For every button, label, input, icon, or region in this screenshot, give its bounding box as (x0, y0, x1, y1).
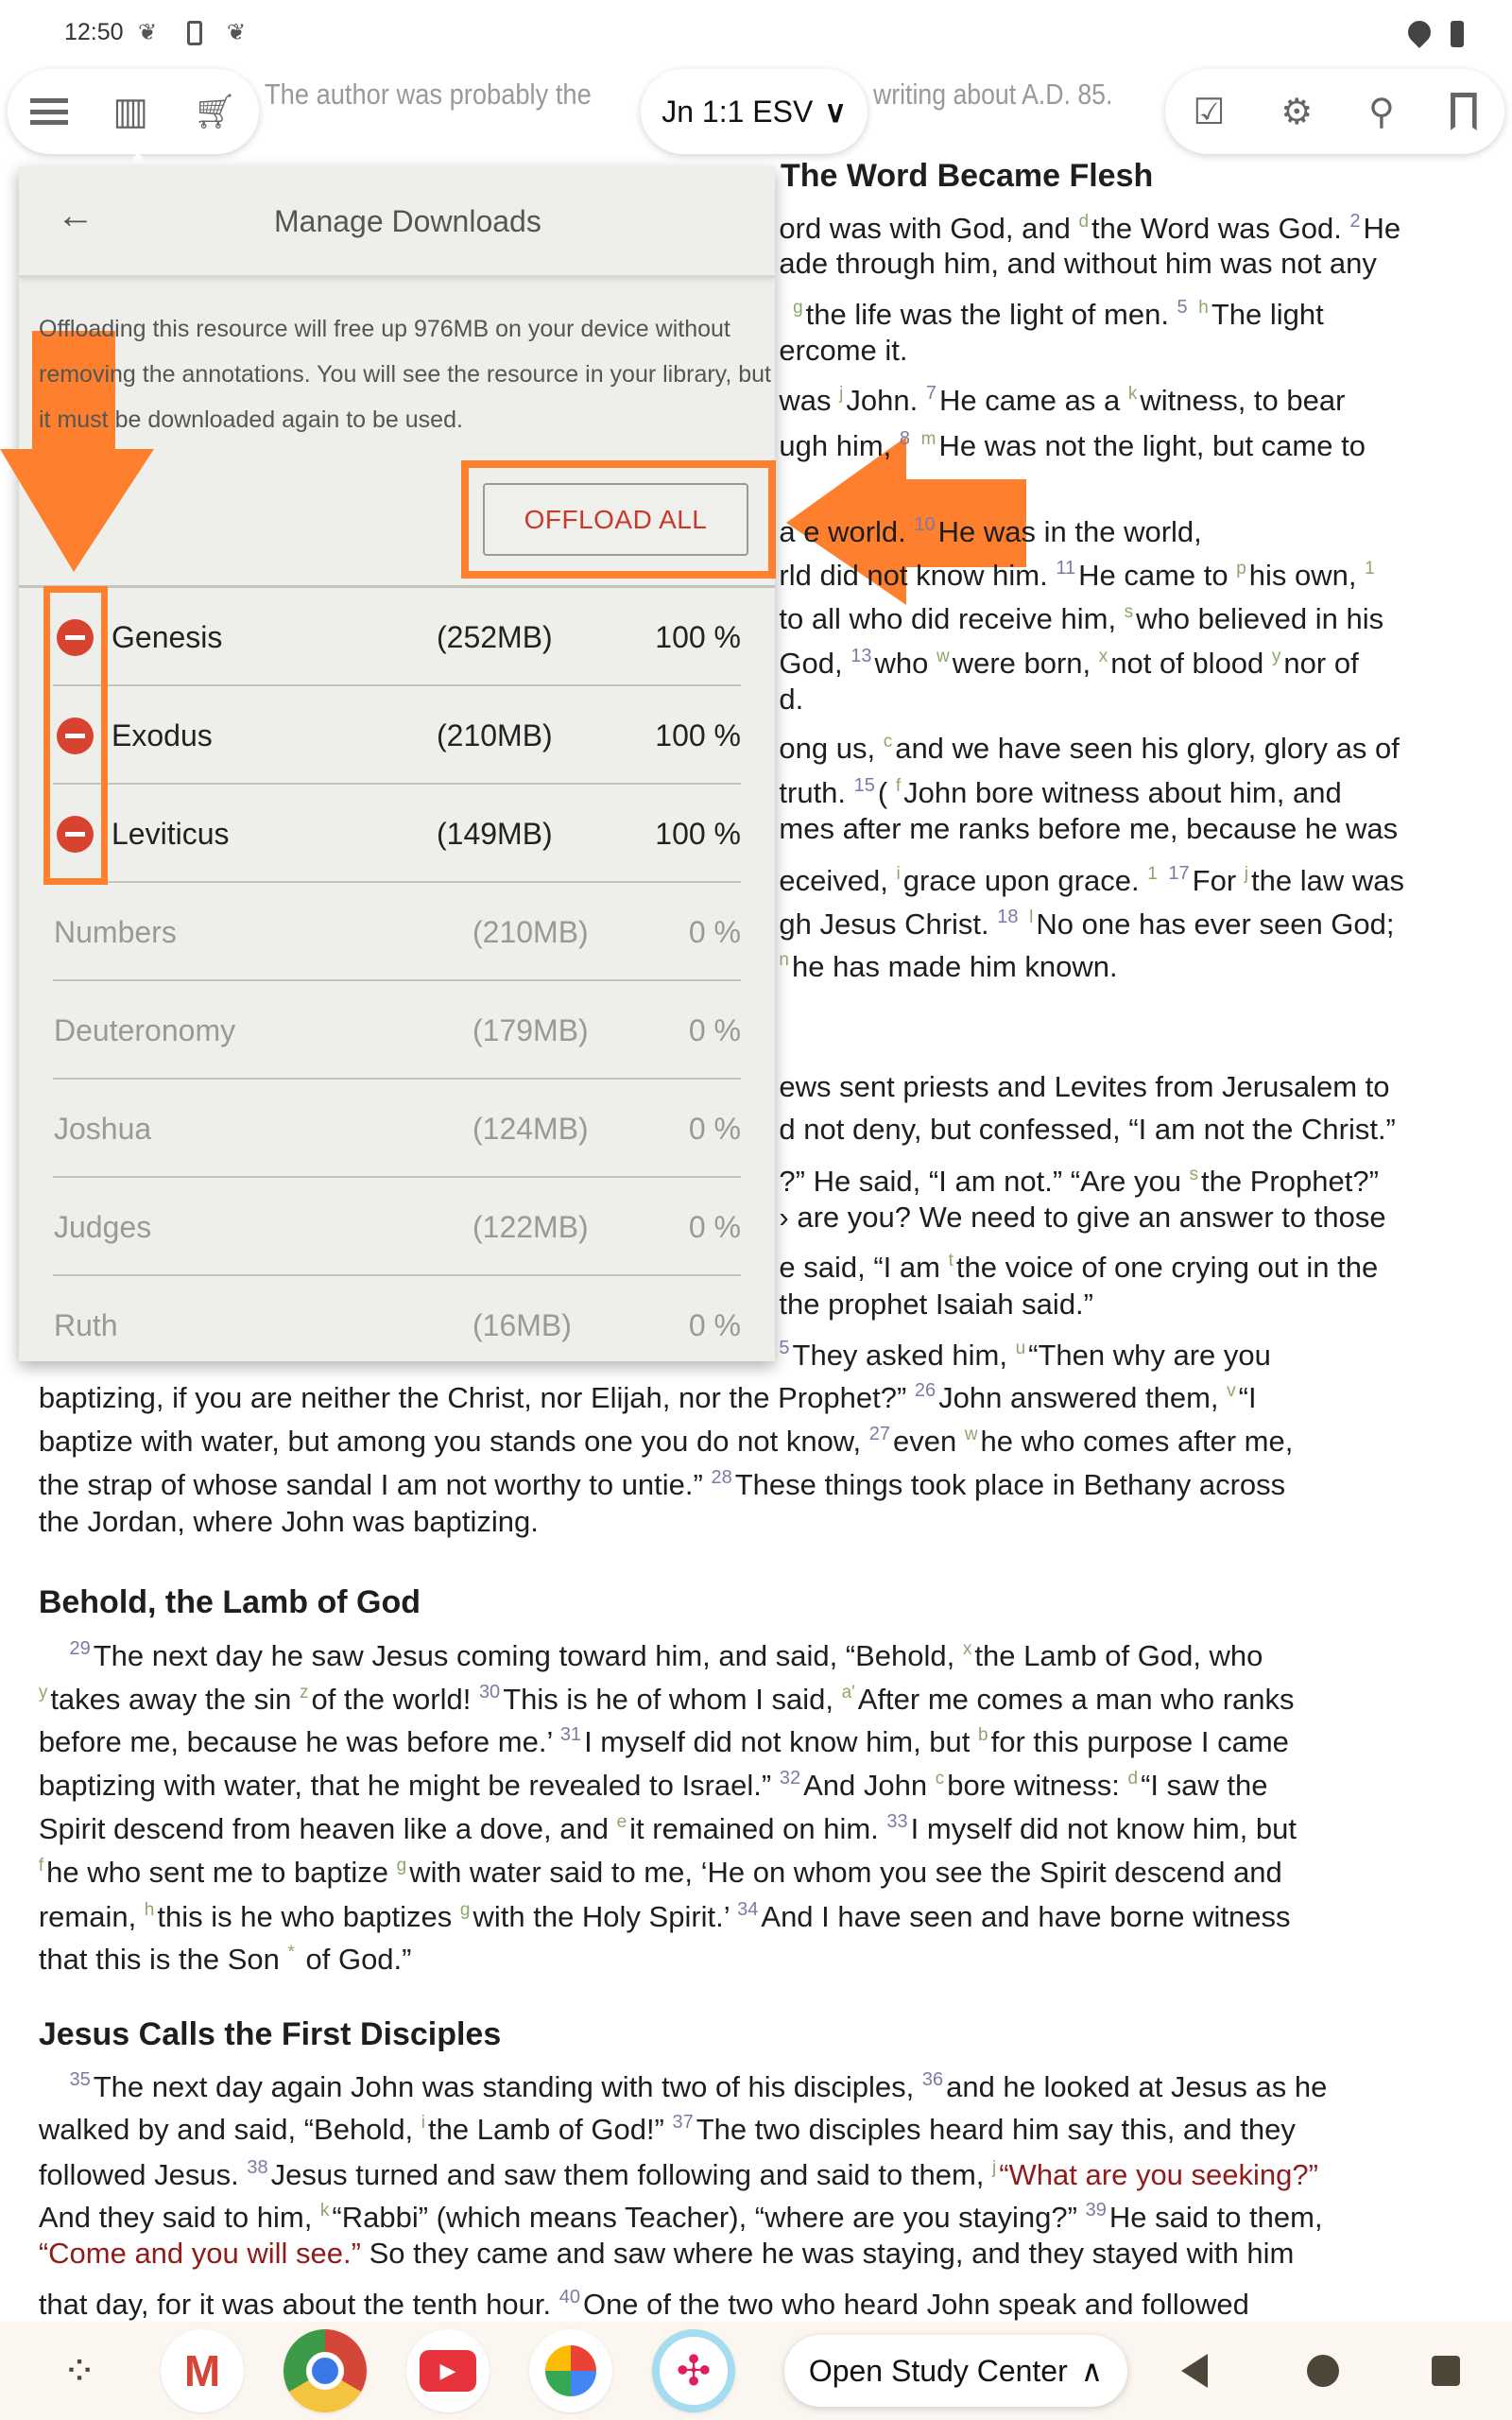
download-percent: 0 % (688, 1210, 741, 1244)
reading-plan-icon[interactable]: ☑ (1193, 92, 1226, 132)
verse-line: before me, because he was before me.’ $^{31}$I myself did not know him, but $^b$for this purpose I came (38, 1724, 1289, 1759)
highlight-box-remove-icons (43, 586, 108, 885)
verse-line: the Jordan, where John was baptizing. (38, 1505, 539, 1539)
photos-icon[interactable] (529, 2329, 612, 2412)
book-row-judges (19, 1178, 775, 1276)
gear-icon[interactable]: ⚙ (1280, 92, 1314, 132)
study-center-label: Open Study Center (808, 2353, 1068, 2388)
section-heading: Behold, the Lamb of God (38, 1584, 421, 1621)
verse-line: “Come and you will see.” So they came and saw where he was staying, and they stayed with him (38, 2237, 1295, 2271)
download-percent: 100 % (655, 718, 741, 752)
verse-line: ercome it. (779, 333, 908, 367)
verse-line: $^y$takes away the sin $^z$of the world! $^{30}$This is he of whom I said, $^{a'}$After me comes a man who ranks (38, 1681, 1295, 1716)
offload-all-button[interactable]: OFFLOAD ALL (483, 483, 748, 556)
book-row-leviticus (19, 785, 775, 883)
verse-line: ?” He said, “I am not.” “Are you $^s$the Prophet?” (779, 1164, 1379, 1198)
verse-line: ugh him, $^8$ $^m$He was not the light, but came to (779, 427, 1366, 462)
reference-selector[interactable] (641, 69, 868, 154)
panel-header (19, 166, 775, 278)
slack-icon[interactable]: ✣ (652, 2329, 735, 2412)
book-size: (210MB) (437, 718, 553, 752)
verse-line: e said, “I am $^t$the voice of one crying out in the (779, 1251, 1379, 1285)
verse-line: ews sent priests and Levites from Jerusalem to (779, 1069, 1390, 1103)
verse-line: ong us, $^c$and we have seen his glory, glory as of (779, 732, 1400, 766)
back-arrow-icon[interactable]: ← (57, 195, 94, 236)
tree-icon: ❦ (138, 20, 158, 45)
book-name: Deuteronomy (54, 1013, 236, 1047)
book-row-genesis (19, 588, 775, 686)
download-percent: 0 % (688, 1308, 741, 1342)
book-name: Judges (54, 1210, 152, 1244)
download-percent: 0 % (688, 1013, 741, 1047)
verse-line: eceived, $^i$grace upon grace. $^1$ $^{17}$For $^j$the law was (779, 863, 1404, 898)
download-percent: 100 % (655, 620, 741, 654)
home-icon[interactable] (1307, 2355, 1339, 2387)
verse-line: was $^j$John. $^7$He came as a $^k$witness, to bear (779, 383, 1346, 418)
verse-line: $^n$he has made him known. (779, 949, 1118, 983)
verse-line: to all who did receive him, $^s$who believed in his (779, 602, 1384, 636)
verse-line: a e world. $^{10}$He was in the world, (779, 514, 1202, 549)
book-name: Leviticus (112, 817, 230, 851)
book-row-ruth (19, 1276, 775, 1361)
verse-line: baptize with water, but among you stands one you do not know, $^{27}$even $^w$he who comes after me, (38, 1424, 1294, 1459)
download-percent: 0 % (688, 915, 741, 949)
intro-text-right: writing about A.D. 85. (873, 78, 1113, 111)
battery-icon (1451, 21, 1464, 47)
verse-line: that day, for it was about the tenth hour. $^{40}$One of the two who heard John speak and followed (38, 2286, 1249, 2321)
book-name: Numbers (54, 915, 177, 949)
verse-line: rld did not know him. $^{11}$He came to $^p$his own, $^1$ (779, 557, 1375, 592)
book-row-exodus (19, 686, 775, 785)
panel-title: Manage Downloads (274, 204, 541, 238)
highlight-box-offload (461, 460, 776, 579)
reference-label: Jn 1:1 ESV (662, 94, 814, 129)
wifi-icon (1403, 16, 1435, 48)
chrome-icon[interactable] (284, 2329, 367, 2412)
book-row-numbers (19, 883, 775, 981)
verse-line: Spirit descend from heaven like a dove, and $^e$it remained on him. $^{33}$I myself did not know him, but (38, 1810, 1297, 1845)
verse-line: ord was with God, and $^d$the Word was God. $^2$He (779, 210, 1401, 245)
book-name: Exodus (112, 718, 213, 752)
verse-line: $^{29}$The next day he saw Jesus coming toward him, and said, “Behold, $^x$the Lamb of God, who (69, 1638, 1263, 1673)
verse-line: $^f$he who sent me to baptize $^g$with water said to me, ‘He on whom you see the Spirit descend and (38, 1856, 1282, 1890)
book-size: (16MB) (472, 1308, 572, 1342)
book-row-deuteronomy (19, 981, 775, 1080)
app-drawer-icon[interactable]: ⁘ (61, 2347, 97, 2394)
book-name: Joshua (54, 1112, 152, 1146)
section-heading: The Word Became Flesh (781, 158, 1154, 194)
recents-icon[interactable] (1432, 2356, 1460, 2386)
left-toolbar (8, 69, 259, 154)
book-size: (252MB) (437, 620, 553, 654)
verse-line: d not deny, but confessed, “I am not the Christ.” (779, 1113, 1396, 1147)
verse-line: mes after me ranks before me, because he was (779, 811, 1399, 845)
bookmark-icon[interactable] (1451, 93, 1477, 130)
verse-line: the prophet Isaiah said.” (779, 1287, 1093, 1321)
book-size: (149MB) (437, 817, 553, 851)
download-percent: 100 % (655, 817, 741, 851)
manage-downloads-panel (19, 166, 775, 1361)
verse-line: And they said to him, $^k$“Rabbi” (which means Teacher), “where are you staying?” $^{39}$He said to them, (38, 2200, 1323, 2235)
verse-line: followed Jesus. $^{38}$Jesus turned and saw them following and said to them, $^j$“What are you seeking?” (38, 2156, 1318, 2191)
download-icon (187, 21, 202, 45)
book-name: Ruth (54, 1308, 118, 1342)
chevron-up-icon: ∧ (1080, 2354, 1104, 2388)
verse-line: God, $^{13}$who $^w$were born, $^x$not of blood $^y$nor of (779, 646, 1359, 681)
book-size: (124MB) (472, 1112, 589, 1146)
book-row-joshua (19, 1080, 775, 1178)
verse-line: walked by and said, “Behold, $^i$the Lamb of God!” $^{37}$The two disciples heard him say this, and they (38, 2112, 1296, 2147)
book-size: (210MB) (472, 915, 589, 949)
verse-line: ade through him, and without him was not any (779, 247, 1377, 281)
download-percent: 0 % (688, 1112, 741, 1146)
offload-description: Offloading this resource will free up 976MB on your device without removing the annotations. You will see the resource in your library, but it must be downloaded again to be used. (39, 316, 771, 433)
verse-line: $^g$the life was the light of men. $^5$ $^h$The light (793, 296, 1324, 331)
clock: 12:50 (64, 19, 124, 45)
book-name: Genesis (112, 620, 223, 654)
verse-line: that this is the Son * of God.” (38, 1942, 412, 1976)
verse-line: $^{35}$The next day again John was standing with two of his disciples, $^{36}$and he looked at Jesus as he (69, 2068, 1328, 2103)
back-icon[interactable] (1181, 2354, 1208, 2388)
right-toolbar (1165, 69, 1504, 154)
search-icon[interactable]: ⚲ (1368, 92, 1395, 132)
library-icon[interactable]: ▥ (112, 91, 149, 132)
open-study-center-button[interactable] (784, 2335, 1127, 2407)
verse-line: $^5$They asked him, $^u$“Then why are you (779, 1337, 1271, 1372)
menu-icon[interactable] (30, 98, 68, 125)
cart-icon[interactable]: 🛒︎ (193, 92, 237, 130)
book-size: (179MB) (472, 1013, 589, 1047)
chevron-down-icon: ∨ (824, 95, 847, 129)
verse-line: d. (779, 682, 804, 716)
tree-icon: ❦ (227, 20, 247, 45)
verse-line: baptizing, if you are neither the Christ, nor Elijah, nor the Prophet?” $^{26}$John answered them, $^v$“I (38, 1380, 1257, 1415)
section-heading: Jesus Calls the First Disciples (38, 2016, 502, 2053)
verse-line: baptizing with water, that he might be revealed to Israel.” $^{32}$And John $^c$bore witness: $^d$“I saw the (38, 1768, 1268, 1803)
verse-line: gh Jesus Christ. $^{18}$ $^l$No one has ever seen God; (779, 907, 1395, 941)
book-size: (122MB) (472, 1210, 589, 1244)
status-bar (0, 0, 1512, 66)
intro-text-left: The author was probably the (265, 78, 592, 111)
verse-line: truth. $^{15}$( $^f$John bore witness about him, and (779, 775, 1342, 810)
youtube-icon[interactable]: ▶ (406, 2329, 490, 2412)
verse-line: the strap of whose sandal I am not worthy to untie.” $^{28}$These things took place in Bethany across (38, 1466, 1286, 1501)
verse-line: remain, $^h$this is he who baptizes $^g$with the Holy Spirit.’ $^{34}$And I have seen and have borne witness (38, 1899, 1291, 1934)
verse-line: › are you? We need to give an answer to those (779, 1201, 1386, 1235)
gmail-icon[interactable]: M (161, 2329, 244, 2412)
